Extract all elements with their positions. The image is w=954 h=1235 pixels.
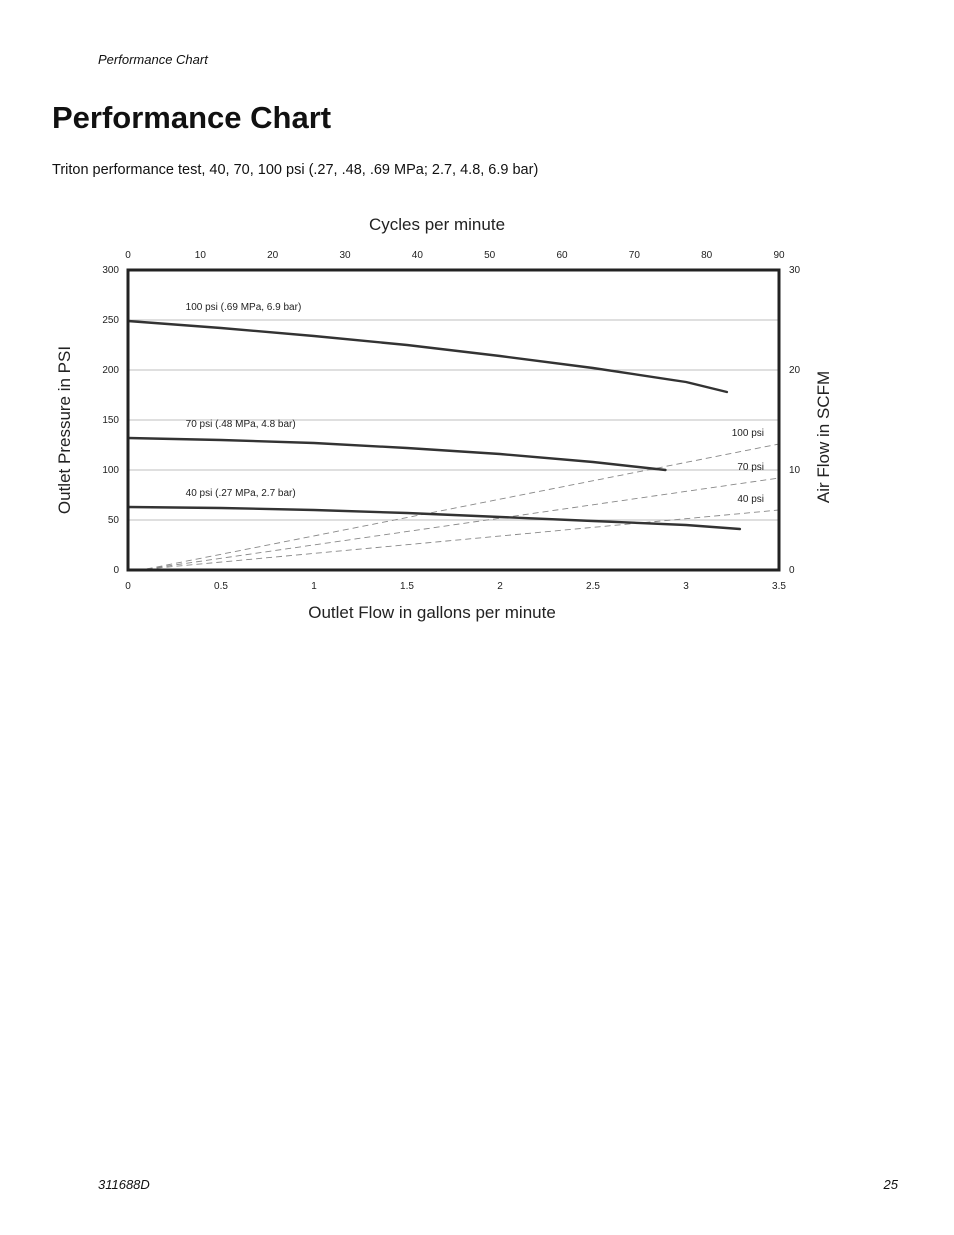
y-tick-label: 300 [102,265,119,276]
chart-subtitle: Triton performance test, 40, 70, 100 psi (.27, .48, .69 MPa; 2.7, 4.8, 6.9 bar) [52,162,539,178]
pressure-curve-label: 100 psi (.69 MPa, 6.9 bar) [185,302,302,313]
x-tick-label: 0 [125,581,131,592]
air-flow-line [147,444,779,569]
y2-tick-label: 20 [789,365,801,376]
pressure-curve [128,507,740,529]
x2-tick-label: 50 [484,250,496,261]
x2-tick-label: 20 [267,250,279,261]
air-flow-label: 100 psi [731,428,764,439]
pressure-curve [128,438,666,470]
x2-tick-label: 60 [556,250,568,261]
x-tick-label: 3 [683,581,689,592]
y-tick-label: 0 [113,565,119,576]
x-tick-label: 2 [497,581,503,592]
y-tick-label: 100 [102,465,119,476]
pressure-curve-label: 70 psi (.48 MPa, 4.8 bar) [185,419,296,430]
x-tick-label: 1.5 [400,581,414,592]
page-title: Performance Chart [52,100,332,135]
pressure-curve-label: 40 psi (.27 MPa, 2.7 bar) [185,488,296,499]
air-flow-series [147,444,779,569]
y-tick-label: 250 [102,315,119,326]
y2-axis-title: Air Flow in SCFM [814,370,833,504]
x-axis-title: Outlet Flow in gallons per minute [308,603,556,622]
y-tick-label: 150 [102,415,119,426]
page-number: 25 [883,1177,898,1192]
x-tick-label: 1 [311,581,317,592]
x2-tick-label: 70 [628,250,640,261]
running-head: Performance Chart [98,52,208,67]
x-tick-label: 3.5 [772,581,786,592]
x2-tick-label: 10 [194,250,206,261]
pressure-curve [128,321,727,392]
air-flow-line [147,510,779,569]
y-tick-label: 50 [107,515,119,526]
x2-tick-label: 40 [411,250,423,261]
y2-tick-label: 0 [789,565,795,576]
x-tick-label: 0.5 [214,581,228,592]
y2-tick-label: 30 [789,265,801,276]
x2-tick-label: 90 [773,250,785,261]
air-flow-label: 70 psi [737,462,764,473]
x2-tick-label: 0 [125,250,131,261]
y-tick-label: 200 [102,365,119,376]
air-flow-label: 40 psi [737,494,764,505]
x2-tick-label: 30 [339,250,351,261]
doc-number: 311688D [98,1177,150,1192]
x2-tick-label: 80 [701,250,713,261]
performance-chart [40,205,860,635]
x-tick-label: 2.5 [586,581,600,592]
y2-tick-label: 10 [789,465,801,476]
y-axis-title: Outlet Pressure in PSI [55,345,74,515]
x2-axis-title: Cycles per minute [368,215,506,234]
